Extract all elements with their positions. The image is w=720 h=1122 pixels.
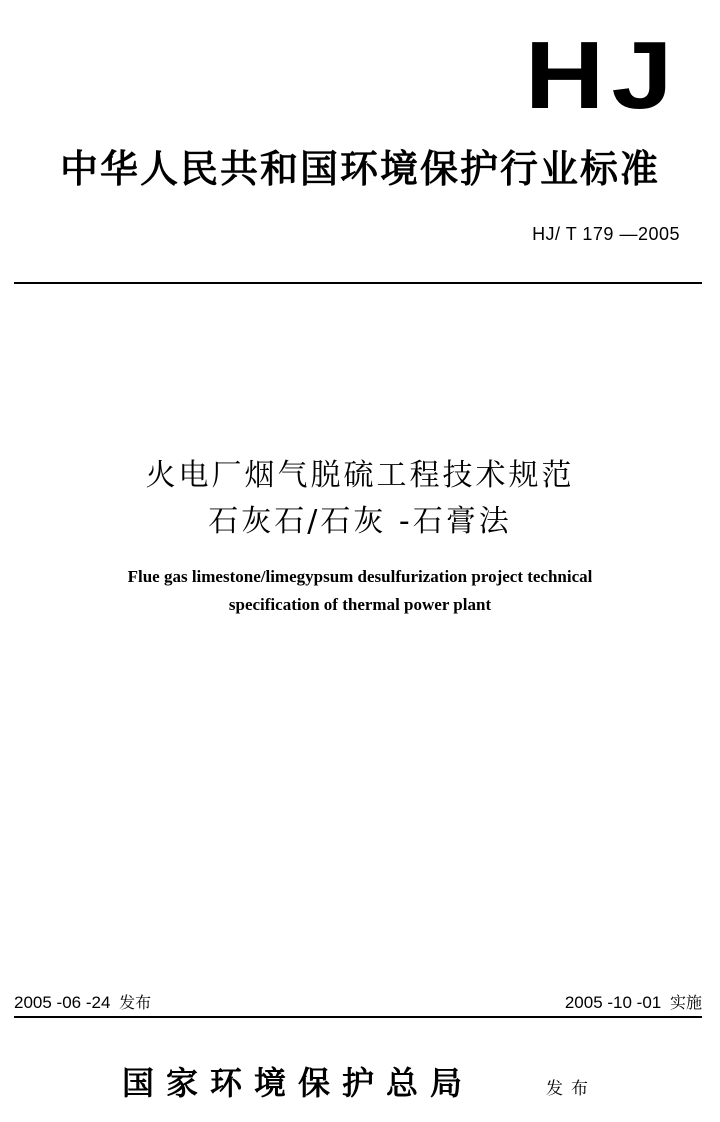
issue-label: 发布 (119, 993, 152, 1012)
document-title-cn-line2: 石灰石/石灰 -石膏法 (208, 504, 512, 539)
issue-date: 2005 -06 -24 (14, 993, 111, 1012)
publisher-name: 国家环境保护总局 (122, 1064, 475, 1102)
publish-label: 发布 (546, 1079, 596, 1099)
document-title-en-line1: Flue gas limestone/limegypsum desulfurization project technical (127, 567, 593, 586)
header-divider (14, 282, 702, 284)
document-title-en-line2: specification of thermal power plant (228, 595, 492, 614)
document-title-cn-line1: 火电厂烟气脱硫工程技术规范 (145, 458, 575, 493)
standard-number: HJ/ T 179 —2005 (532, 224, 680, 244)
implementation-date: 2005 -10 -01 (564, 993, 662, 1012)
standard-category-title: 中华人民共和国环境保护行业标准 (59, 146, 660, 191)
implementation-label: 实施 (669, 993, 702, 1012)
standard-logo: HJ (525, 22, 680, 129)
footer-divider (14, 1016, 702, 1018)
implementation-date-block (565, 990, 702, 1013)
issue-date-block (14, 990, 151, 1013)
